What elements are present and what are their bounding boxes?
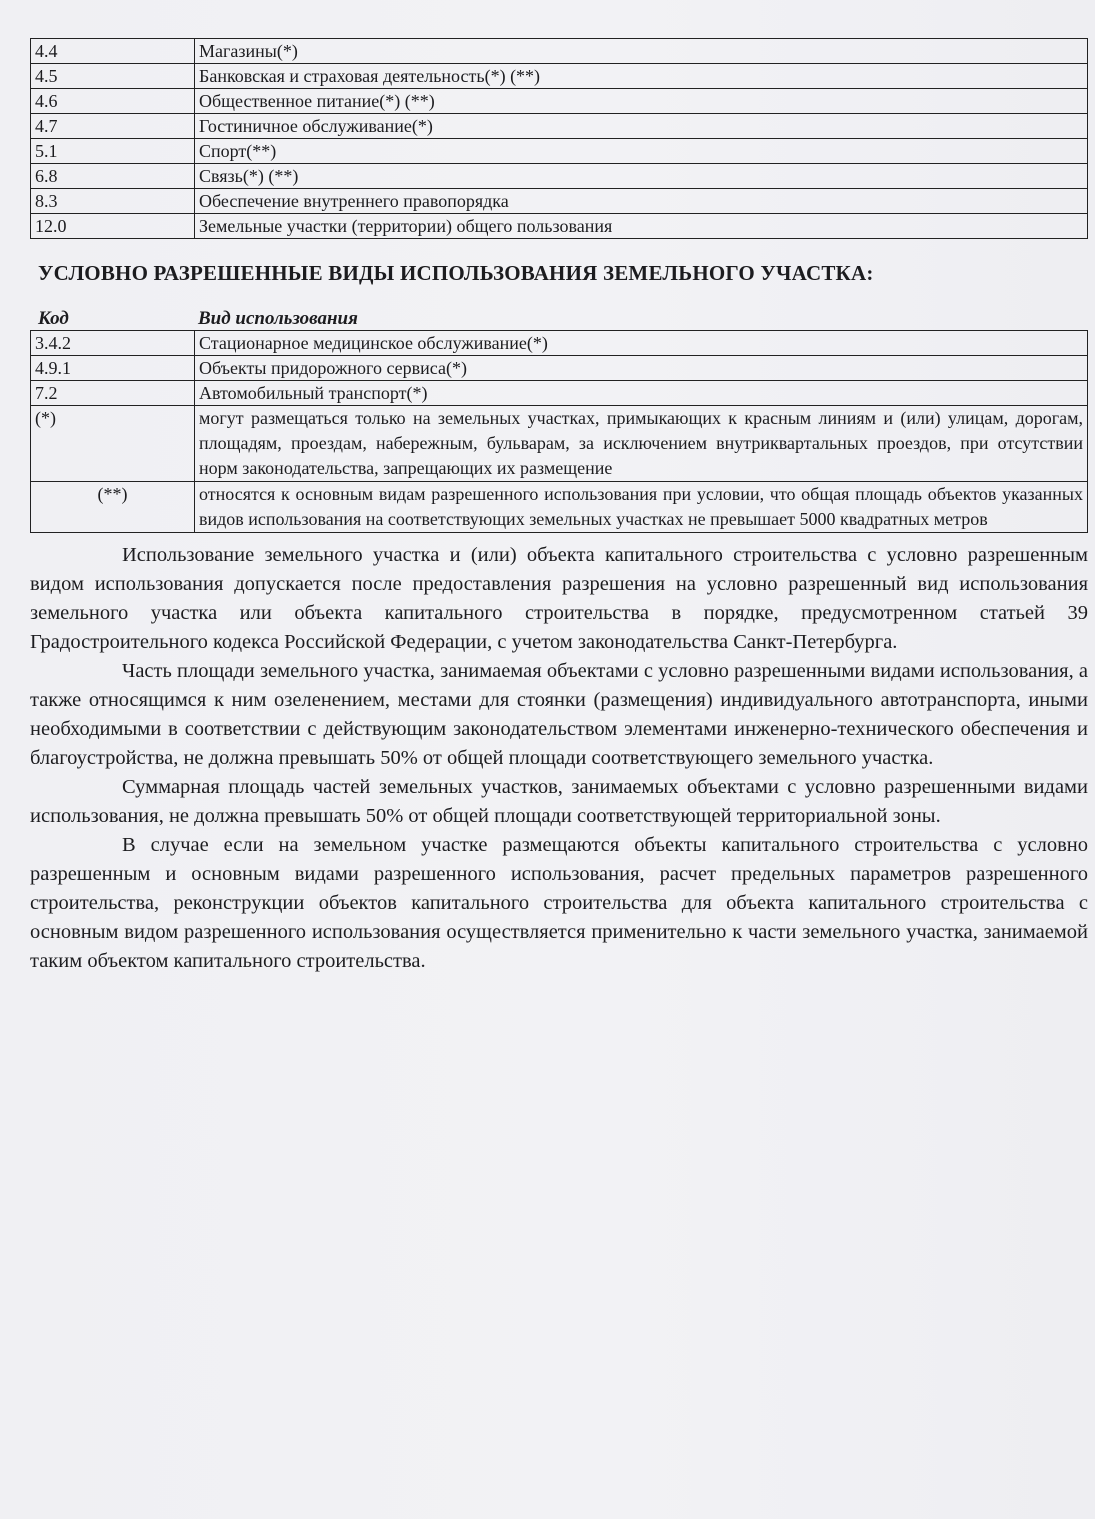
table-row xyxy=(31,39,1088,64)
footnote-row xyxy=(31,482,1088,533)
table-row xyxy=(31,139,1088,164)
use-code: 4.7 xyxy=(31,114,195,139)
footnote-mark: (*) xyxy=(31,406,195,482)
body-text xyxy=(30,541,1088,976)
use-code: 8.3 xyxy=(31,189,195,214)
use-name: Гостиничное обслуживание(*) xyxy=(195,114,1088,139)
table-row xyxy=(31,331,1088,356)
paragraph: Использование земельного участка и (или) объекта капитального строительства с условно разрешенным видом использования допускается после предоставления разрешения на условно разрешенный вид использования земельного участка или объекта капитального строительства в порядке, предусмотренном статьей 39 Градостроительного кодекса Российской Федерации, с учетом законодательства Санкт-Петербурга. xyxy=(30,544,1088,653)
table-row xyxy=(31,356,1088,381)
table-row xyxy=(31,164,1088,189)
paragraph: В случае если на земельном участке размещаются объекты капитального строительства с условно разрешенным и основным видами разрешенного использования, расчет предельных параметров разрешенного строительства, реконструкции объектов капитального строительства для объекта капитального строительства с основным видом разрешенного использования осуществляется применительно к части земельного участка, занимаемой таким объектом капитального строительства. xyxy=(30,834,1088,972)
use-name: Спорт(**) xyxy=(195,139,1088,164)
footnote-mark: (**) xyxy=(31,482,195,533)
use-name: Связь(*) (**) xyxy=(195,164,1088,189)
use-code: 3.4.2 xyxy=(31,331,195,356)
permitted-uses-table xyxy=(30,38,1088,239)
table-row xyxy=(31,214,1088,239)
use-code: 4.9.1 xyxy=(31,356,195,381)
table-row xyxy=(31,381,1088,406)
use-name: Банковская и страховая деятельность(*) (**) xyxy=(195,64,1088,89)
conditional-uses-table xyxy=(30,330,1088,533)
use-code: 4.5 xyxy=(31,64,195,89)
use-code: 4.6 xyxy=(31,89,195,114)
use-code: 12.0 xyxy=(31,214,195,239)
use-name: Магазины(*) xyxy=(195,39,1088,64)
paragraph: Часть площади земельного участка, занимаемая объектами с условно разрешенными видами использования, а также относящимся к ним озеленением, местами для стоянки (размещения) индивидуального автотранспорта, иными необходимыми в соответствии с действующим законодательством элементами инженерно-технического обеспечения и благоустройства, не должна превышать 50% от общей площади соответствующего земельного участка. xyxy=(30,660,1088,769)
table-row xyxy=(31,189,1088,214)
table-row xyxy=(31,114,1088,139)
use-code: 5.1 xyxy=(31,139,195,164)
section-heading: УСЛОВНО РАЗРЕШЕННЫЕ ВИДЫ ИСПОЛЬЗОВАНИЯ ЗЕМЕЛЬНОГО УЧАСТКА: xyxy=(38,261,874,285)
use-code: 4.4 xyxy=(31,39,195,64)
footnote-text: относятся к основным видам разрешенного использования при условии, что общая площадь объектов указанных видов использования на соответствующих земельных участках не превышает 5000 квадратных метров xyxy=(195,482,1088,533)
table-row xyxy=(31,89,1088,114)
use-name: Земельные участки (территории) общего пользования xyxy=(195,214,1088,239)
use-name: Стационарное медицинское обслуживание(*) xyxy=(195,331,1088,356)
use-name: Автомобильный транспорт(*) xyxy=(195,381,1088,406)
column-header-code: Код xyxy=(38,308,69,329)
table-row xyxy=(31,64,1088,89)
use-code: 7.2 xyxy=(31,381,195,406)
footnote-text: могут размещаться только на земельных участках, примыкающих к красным линиям и (или) улицам, дорогам, площадям, проездам, набережным, бульварам, за исключением внутриквартальных проездов, при отсутствии норм законодательства, запрещающих их размещение xyxy=(195,406,1088,482)
use-name: Общественное питание(*) (**) xyxy=(195,89,1088,114)
use-code: 6.8 xyxy=(31,164,195,189)
use-name: Объекты придорожного сервиса(*) xyxy=(195,356,1088,381)
paragraph: Суммарная площадь частей земельных участков, занимаемых объектами с условно разрешенными видами использования, не должна превышать 50% от общей площади соответствующей территориальной зоны. xyxy=(30,776,1088,827)
column-header-use: Вид использования xyxy=(198,308,358,329)
footnote-row xyxy=(31,406,1088,482)
column-headers xyxy=(38,308,1089,330)
use-name: Обеспечение внутреннего правопорядка xyxy=(195,189,1088,214)
